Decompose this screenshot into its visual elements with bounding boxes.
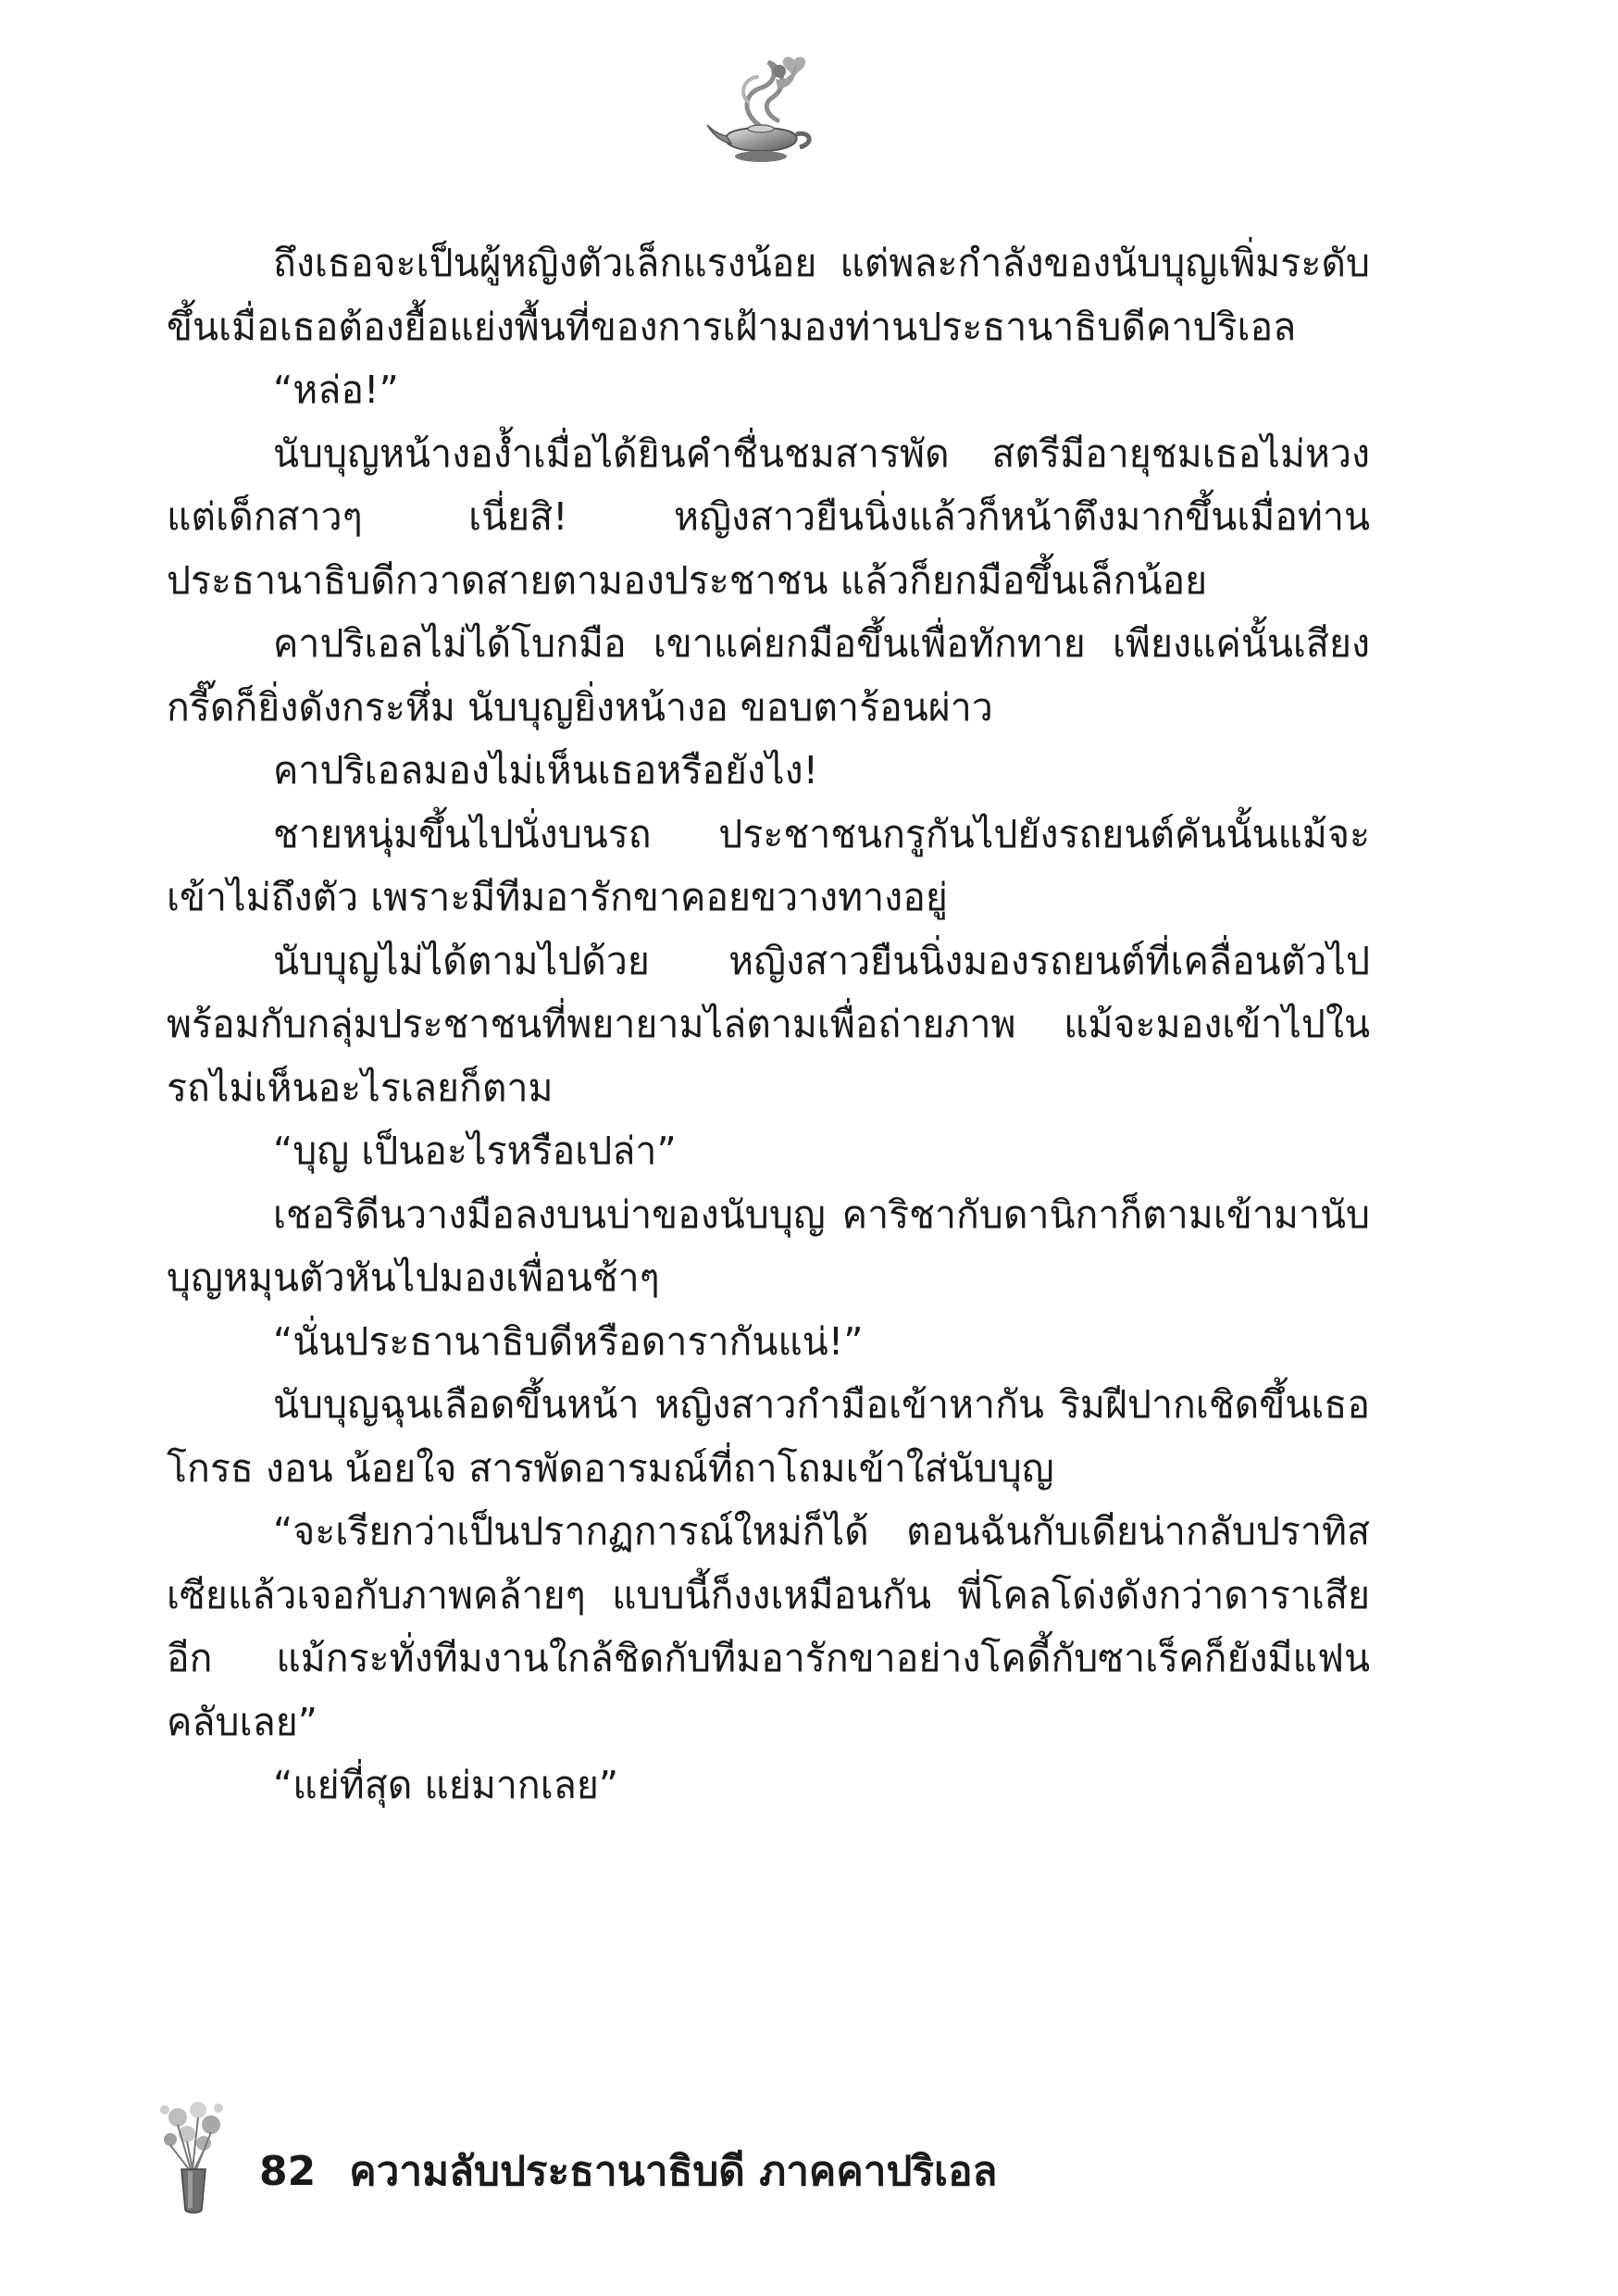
paragraph: “จะเรียกว่าเป็นปรากฏการณ์ใหม่ก็ได้ ตอนฉันกับเดียน่ากลับปราทิสเซียแล้วเจอกับภาพคล้ายๆ แบบนี้ก็งงเหมือนกัน พี่โคลโด่งดังกว่าดาราเสียอีก แม้กระทั่งทีมงานใกล้ชิดกับทีมอารักขาอย่างโคดี้กับซาเร็คก็ยังมีแฟนคลับเลย” — [167, 1509, 1370, 1744]
paragraph: “บุญ เป็นอะไรหรือเปล่า” — [273, 1129, 677, 1173]
paragraph: คาปริเอลมองไม่เห็นเธอหรือยังไง! — [273, 748, 819, 792]
genie-lamp-icon — [703, 51, 824, 171]
paragraph: “หล่อ!” — [273, 368, 399, 412]
chapter-body — [167, 231, 1370, 1817]
paragraph: เชอริดีนวางมือลงบนบ่าของนับบุญ คาริชากับดานิกาก็ตามเข้ามานับบุญหมุนตัวหันไปมองเพื่อนช้าๆ — [167, 1192, 1370, 1300]
flower-vase-icon — [157, 2097, 231, 2217]
footer-line — [259, 2139, 997, 2203]
paragraph: “แย่ที่สุด แย่มากเลย” — [273, 1763, 619, 1807]
paragraph: ชายหนุ่มขึ้นไปนั่งบนรถ ประชาชนกรูกันไปยังรถยนต์คันนั้นแม้จะเข้าไม่ถึงตัว เพราะมีทีมอารักขาคอยขวางทางอยู่ — [167, 811, 1370, 919]
paragraph: ถึงเธอจะเป็นผู้หญิงตัวเล็กแรงน้อย แต่พละกำลังของนับบุญเพิ่มระดับขึ้นเมื่อเธอต้องยื้อแย่งพื้นที่ของการเฝ้ามองท่านประธานาธิบดีคาปริเอล — [167, 241, 1370, 349]
book-title: ความลับประธานาธิบดี ภาคคาปริเอล — [349, 2148, 998, 2195]
paragraph: นับบุญหน้างอง้ำเมื่อได้ยินคำชื่นชมสารพัด สตรีมีอายุชมเธอไม่หวง แต่เด็กสาวๆ เนี่ยสิ! หญิงสาวยืนนิ่งแล้วก็หน้าตึงมากขึ้นเมื่อท่านประธานาธิบดีกวาดสายตามองประชาชน แล้วก็ยกมือขึ้นเล็กน้อย — [167, 430, 1370, 603]
page-footer — [157, 2097, 1268, 2217]
page-number: 82 — [259, 2148, 317, 2195]
paragraph: นับบุญฉุนเลือดขึ้นหน้า หญิงสาวกำมือเข้าหากัน ริมฝีปากเชิดขึ้นเธอโกรธ งอน น้อยใจ สารพัดอารมณ์ที่ถาโถมเข้าใส่นับบุญ — [167, 1382, 1370, 1491]
paragraph: คาปริเอลไม่ได้โบกมือ เขาแค่ยกมือขึ้นเพื่อทักทาย เพียงแค่นั้นเสียงกรี๊ดก็ยิ่งดังกระหึ่ม นับบุญยิ่งหน้างอ ขอบตาร้อนผ่าว — [167, 621, 1370, 730]
paragraph: นับบุญไม่ได้ตามไปด้วย หญิงสาวยืนนิ่งมองรถยนต์ที่เคลื่อนตัวไป พร้อมกับกลุ่มประชาชนที่พยายามไล่ตามเพื่อถ่ายภาพ แม้จะมองเข้าไปในรถไม่เห็นอะไรเลยก็ตาม — [167, 938, 1370, 1110]
paragraph: “นั่นประธานาธิบดีหรือดารากันแน่!” — [273, 1318, 864, 1364]
